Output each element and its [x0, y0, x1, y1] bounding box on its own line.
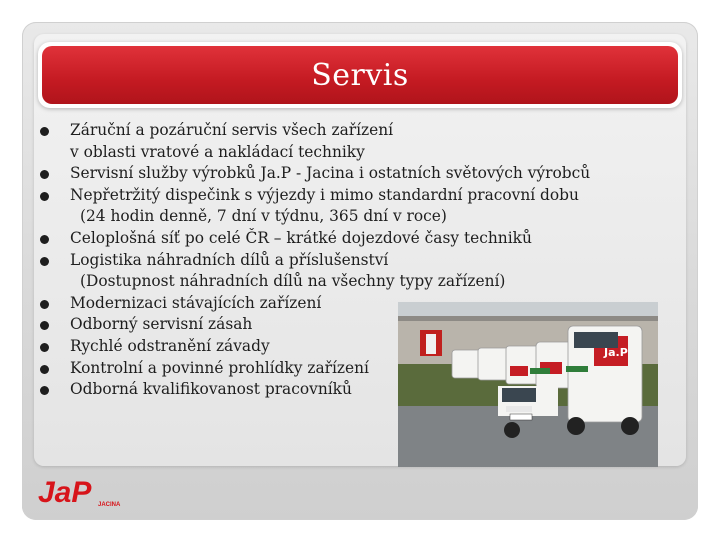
- bullet-dot-icon: [40, 257, 49, 266]
- bullet-continuation: (24 hodin denně, 7 dní v týdnu, 365 dní v roce): [80, 207, 447, 226]
- bullet-text: Celoplošná síť po celé ČR – krátké dojezdové časy techniků: [70, 228, 532, 247]
- slide-title: Servis: [311, 57, 409, 93]
- bullet-continuation: (Dostupnost náhradních dílů na všechny typy zařízení): [80, 272, 506, 291]
- bullet-dot-icon: [40, 343, 49, 352]
- bullet-text: Servisní služby výrobků Ja.P - Jacina i ostatních světových výrobců: [70, 164, 591, 183]
- bullet-item: [40, 120, 660, 163]
- bullet-continuation: v oblasti vratové a nakládací techniky: [70, 142, 365, 161]
- bullet-dot-icon: [40, 235, 49, 244]
- title-banner: [38, 42, 682, 108]
- bullet-item: [40, 228, 660, 250]
- bullet-dot-icon: [40, 127, 49, 136]
- bullet-dot-icon: [40, 321, 49, 330]
- service-vans-photo: [398, 302, 658, 467]
- bullet-text: Odborný servisní zásah: [70, 315, 253, 334]
- bullet-item: [40, 163, 660, 185]
- bullet-item: [40, 250, 660, 293]
- van-logo-text: Ja.P: [604, 346, 628, 359]
- bullet-item: [40, 185, 660, 228]
- title-banner-fill: [42, 46, 678, 104]
- bullet-text: Logistika náhradních dílů a příslušenství: [70, 250, 389, 269]
- bullet-text: Odborná kvalifikovanost pracovníků: [70, 380, 352, 399]
- bullet-dot-icon: [40, 300, 49, 309]
- logo-brand-text: JaP: [38, 476, 92, 509]
- company-logo: [38, 472, 128, 510]
- bullet-text: Kontrolní a povinné prohlídky zařízení: [70, 358, 369, 377]
- bullet-dot-icon: [40, 170, 49, 179]
- bullet-dot-icon: [40, 386, 49, 395]
- bullet-text: Záruční a pozáruční servis všech zařízení: [70, 121, 394, 139]
- bullet-dot-icon: [40, 365, 49, 374]
- service-vans-fleet-photo: [398, 302, 658, 467]
- bullet-text: Rychlé odstranění závady: [70, 336, 270, 355]
- bullet-text: Modernizaci stávajících zařízení: [70, 293, 322, 312]
- bullet-text: Nepřetržitý dispečink s výjezdy i mimo standardní pracovní dobu: [70, 185, 579, 204]
- logo-sub-text: JACINA: [98, 502, 121, 508]
- bullet-dot-icon: [40, 192, 49, 201]
- jap-jacina-logo: [38, 472, 128, 510]
